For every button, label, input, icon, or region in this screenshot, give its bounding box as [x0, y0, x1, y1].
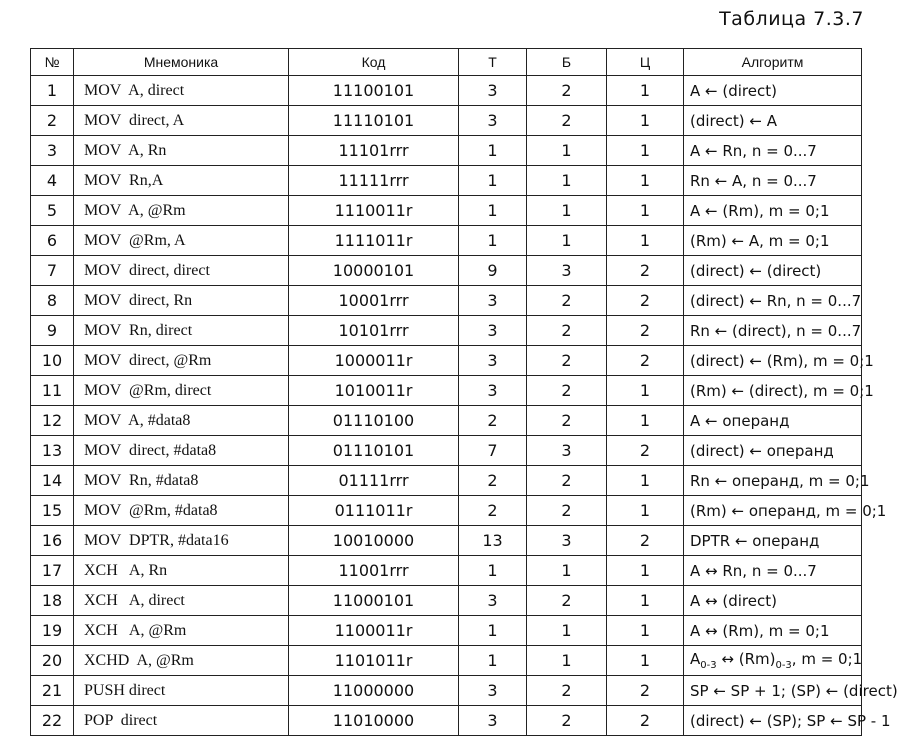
row-number: 22: [31, 706, 74, 736]
row-mnemonic: XCH A, direct: [74, 586, 289, 616]
row-t: 3: [459, 586, 527, 616]
row-mnemonic: MOV A, direct: [74, 76, 289, 106]
row-c: 2: [607, 256, 684, 286]
row-t: 1: [459, 196, 527, 226]
row-c: 1: [607, 406, 684, 436]
row-algorithm: (direct) ← (SP); SP ← SP - 1: [684, 706, 862, 736]
row-t: 7: [459, 436, 527, 466]
row-algorithm: A ↔ (direct): [684, 586, 862, 616]
row-t: 3: [459, 346, 527, 376]
row-mnemonic: MOV A, #data8: [74, 406, 289, 436]
row-mnemonic: MOV Rn, direct: [74, 316, 289, 346]
table-row: [31, 526, 862, 556]
row-number: 2: [31, 106, 74, 136]
row-b: 1: [527, 196, 607, 226]
row-t: 3: [459, 676, 527, 706]
table-row: [31, 166, 862, 196]
row-algorithm: (direct) ← (Rm), m = 0;1: [684, 346, 862, 376]
row-c: 1: [607, 586, 684, 616]
row-code: 11110101: [289, 106, 459, 136]
row-c: 2: [607, 286, 684, 316]
row-code: 01110101: [289, 436, 459, 466]
row-b: 1: [527, 616, 607, 646]
row-c: 1: [607, 136, 684, 166]
row-t: 1: [459, 226, 527, 256]
row-t: 3: [459, 106, 527, 136]
row-c: 1: [607, 646, 684, 676]
row-mnemonic: MOV Rn,A: [74, 166, 289, 196]
row-t: 9: [459, 256, 527, 286]
row-algorithm: A ← (Rm), m = 0;1: [684, 196, 862, 226]
row-t: 3: [459, 316, 527, 346]
row-algorithm: Rn ← A, n = 0...7: [684, 166, 862, 196]
row-b: 1: [527, 136, 607, 166]
row-b: 2: [527, 76, 607, 106]
row-code: 11000000: [289, 676, 459, 706]
header-c: Ц: [607, 49, 684, 76]
row-number: 8: [31, 286, 74, 316]
row-c: 2: [607, 706, 684, 736]
row-number: 7: [31, 256, 74, 286]
row-b: 2: [527, 466, 607, 496]
row-t: 3: [459, 376, 527, 406]
row-code: 1100011r: [289, 616, 459, 646]
instruction-table: [30, 48, 898, 736]
row-number: 13: [31, 436, 74, 466]
header-b: Б: [527, 49, 607, 76]
row-number: 1: [31, 76, 74, 106]
row-code: 10101rrr: [289, 316, 459, 346]
row-c: 1: [607, 556, 684, 586]
row-algorithm: A ↔ Rn, n = 0...7: [684, 556, 862, 586]
header-code: Код: [289, 49, 459, 76]
header-algorithm: Алгоритм: [684, 49, 862, 76]
row-c: 1: [607, 166, 684, 196]
table-row: [31, 286, 862, 316]
row-code: 1000011r: [289, 346, 459, 376]
row-number: 15: [31, 496, 74, 526]
row-code: 11001rrr: [289, 556, 459, 586]
row-mnemonic: MOV @Rm, A: [74, 226, 289, 256]
row-c: 1: [607, 106, 684, 136]
row-t: 3: [459, 76, 527, 106]
row-t: 3: [459, 286, 527, 316]
row-number: 4: [31, 166, 74, 196]
row-algorithm: (direct) ← операнд: [684, 436, 862, 466]
row-c: 1: [607, 496, 684, 526]
table-row: [31, 706, 862, 736]
row-algorithm: (Rm) ← операнд, m = 0;1: [684, 496, 862, 526]
row-algorithm: Rn ← (direct), n = 0...7: [684, 316, 862, 346]
row-number: 3: [31, 136, 74, 166]
row-t: 1: [459, 136, 527, 166]
row-code: 10000101: [289, 256, 459, 286]
row-b: 1: [527, 166, 607, 196]
table-row: [31, 616, 862, 646]
table-row: [31, 376, 862, 406]
alg-a-subscript: 0-3: [700, 660, 717, 671]
row-b: 1: [527, 556, 607, 586]
row-mnemonic: MOV @Rm, direct: [74, 376, 289, 406]
alg-rm-subscript: 0-3: [775, 660, 792, 671]
row-algorithm: (direct) ← Rn, n = 0...7: [684, 286, 862, 316]
row-mnemonic: MOV direct, @Rm: [74, 346, 289, 376]
row-algorithm: A ↔ (Rm), m = 0;1: [684, 616, 862, 646]
row-code: 01111rrr: [289, 466, 459, 496]
row-b: 2: [527, 286, 607, 316]
table-row: [31, 136, 862, 166]
row-mnemonic: PUSH direct: [74, 676, 289, 706]
table-row: [31, 346, 862, 376]
table-row: [31, 466, 862, 496]
row-t: 2: [459, 466, 527, 496]
row-t: 1: [459, 166, 527, 196]
row-mnemonic: MOV DPTR, #data16: [74, 526, 289, 556]
row-c: 1: [607, 226, 684, 256]
row-number: 9: [31, 316, 74, 346]
row-algorithm: (Rm) ← (direct), m = 0;1: [684, 376, 862, 406]
row-mnemonic: MOV A, Rn: [74, 136, 289, 166]
row-b: 2: [527, 346, 607, 376]
row-mnemonic: XCH A, Rn: [74, 556, 289, 586]
row-mnemonic: MOV direct, A: [74, 106, 289, 136]
table-row: [31, 406, 862, 436]
table-row: [31, 436, 862, 466]
row-b: 2: [527, 676, 607, 706]
row-algorithm: [684, 646, 862, 676]
row-t: 1: [459, 556, 527, 586]
table-row: [31, 646, 862, 676]
row-number: 6: [31, 226, 74, 256]
row-mnemonic: POP direct: [74, 706, 289, 736]
row-b: 1: [527, 226, 607, 256]
row-algorithm: A ← операнд: [684, 406, 862, 436]
row-algorithm: (direct) ← (direct): [684, 256, 862, 286]
table-row: [31, 196, 862, 226]
row-number: 20: [31, 646, 74, 676]
row-number: 21: [31, 676, 74, 706]
row-mnemonic: MOV A, @Rm: [74, 196, 289, 226]
row-number: 11: [31, 376, 74, 406]
row-algorithm: SP ← SP + 1; (SP) ← (direct): [684, 676, 862, 706]
row-c: 1: [607, 76, 684, 106]
table-body: [31, 76, 898, 736]
row-mnemonic: MOV @Rm, #data8: [74, 496, 289, 526]
row-c: 2: [607, 436, 684, 466]
row-code: 01110100: [289, 406, 459, 436]
row-number: 17: [31, 556, 74, 586]
row-algorithm: (Rm) ← A, m = 0;1: [684, 226, 862, 256]
row-mnemonic: XCH A, @Rm: [74, 616, 289, 646]
row-code: 1101011r: [289, 646, 459, 676]
table-row: [31, 586, 862, 616]
row-b: 2: [527, 106, 607, 136]
row-c: 1: [607, 376, 684, 406]
row-b: 3: [527, 436, 607, 466]
header-row: [31, 49, 862, 76]
row-algorithm: (direct) ← A: [684, 106, 862, 136]
table-row: [31, 76, 862, 106]
row-t: 2: [459, 406, 527, 436]
table-caption: Таблица 7.3.7: [719, 8, 864, 30]
row-algorithm: DPTR ← операнд: [684, 526, 862, 556]
row-b: 2: [527, 406, 607, 436]
row-b: 2: [527, 706, 607, 736]
row-b: 2: [527, 586, 607, 616]
row-algorithm: A ← Rn, n = 0...7: [684, 136, 862, 166]
row-b: 3: [527, 256, 607, 286]
row-number: 5: [31, 196, 74, 226]
row-number: 16: [31, 526, 74, 556]
row-c: 2: [607, 316, 684, 346]
row-mnemonic: XCHD A, @Rm: [74, 646, 289, 676]
row-code: 10010000: [289, 526, 459, 556]
header-num: №: [31, 49, 74, 76]
row-code: 0111011r: [289, 496, 459, 526]
row-c: 2: [607, 346, 684, 376]
row-mnemonic: MOV direct, direct: [74, 256, 289, 286]
row-c: 1: [607, 196, 684, 226]
row-c: 1: [607, 466, 684, 496]
row-c: 2: [607, 676, 684, 706]
row-number: 12: [31, 406, 74, 436]
table-row: [31, 106, 862, 136]
row-t: 2: [459, 496, 527, 526]
row-b: 2: [527, 376, 607, 406]
table-row: [31, 556, 862, 586]
row-number: 14: [31, 466, 74, 496]
row-code: 11000101: [289, 586, 459, 616]
row-mnemonic: MOV Rn, #data8: [74, 466, 289, 496]
table-row: [31, 496, 862, 526]
row-number: 10: [31, 346, 74, 376]
row-code: 1110011r: [289, 196, 459, 226]
row-t: 1: [459, 616, 527, 646]
row-code: 11111rrr: [289, 166, 459, 196]
row-code: 1111011r: [289, 226, 459, 256]
row-t: 3: [459, 706, 527, 736]
row-code: 11101rrr: [289, 136, 459, 166]
header-t: Т: [459, 49, 527, 76]
row-code: 10001rrr: [289, 286, 459, 316]
row-code: 1010011r: [289, 376, 459, 406]
row-number: 19: [31, 616, 74, 646]
row-b: 2: [527, 496, 607, 526]
row-b: 3: [527, 526, 607, 556]
table-row: [31, 676, 862, 706]
table-row: [31, 316, 862, 346]
header-mnemonic: Мнемоника: [74, 49, 289, 76]
row-algorithm: Rn ← операнд, m = 0;1: [684, 466, 862, 496]
alg-a: A: [690, 650, 701, 668]
row-number: 18: [31, 586, 74, 616]
row-c: 2: [607, 526, 684, 556]
table-row: [31, 256, 862, 286]
row-algorithm: A ← (direct): [684, 76, 862, 106]
row-mnemonic: MOV direct, #data8: [74, 436, 289, 466]
row-b: 2: [527, 316, 607, 346]
row-c: 1: [607, 616, 684, 646]
row-code: 11100101: [289, 76, 459, 106]
row-mnemonic: MOV direct, Rn: [74, 286, 289, 316]
row-t: 1: [459, 646, 527, 676]
row-t: 13: [459, 526, 527, 556]
table-row: [31, 226, 862, 256]
row-code: 11010000: [289, 706, 459, 736]
alg-tail: , m = 0;1: [791, 650, 863, 668]
row-b: 1: [527, 646, 607, 676]
alg-mid: ↔ (Rm): [716, 650, 776, 668]
